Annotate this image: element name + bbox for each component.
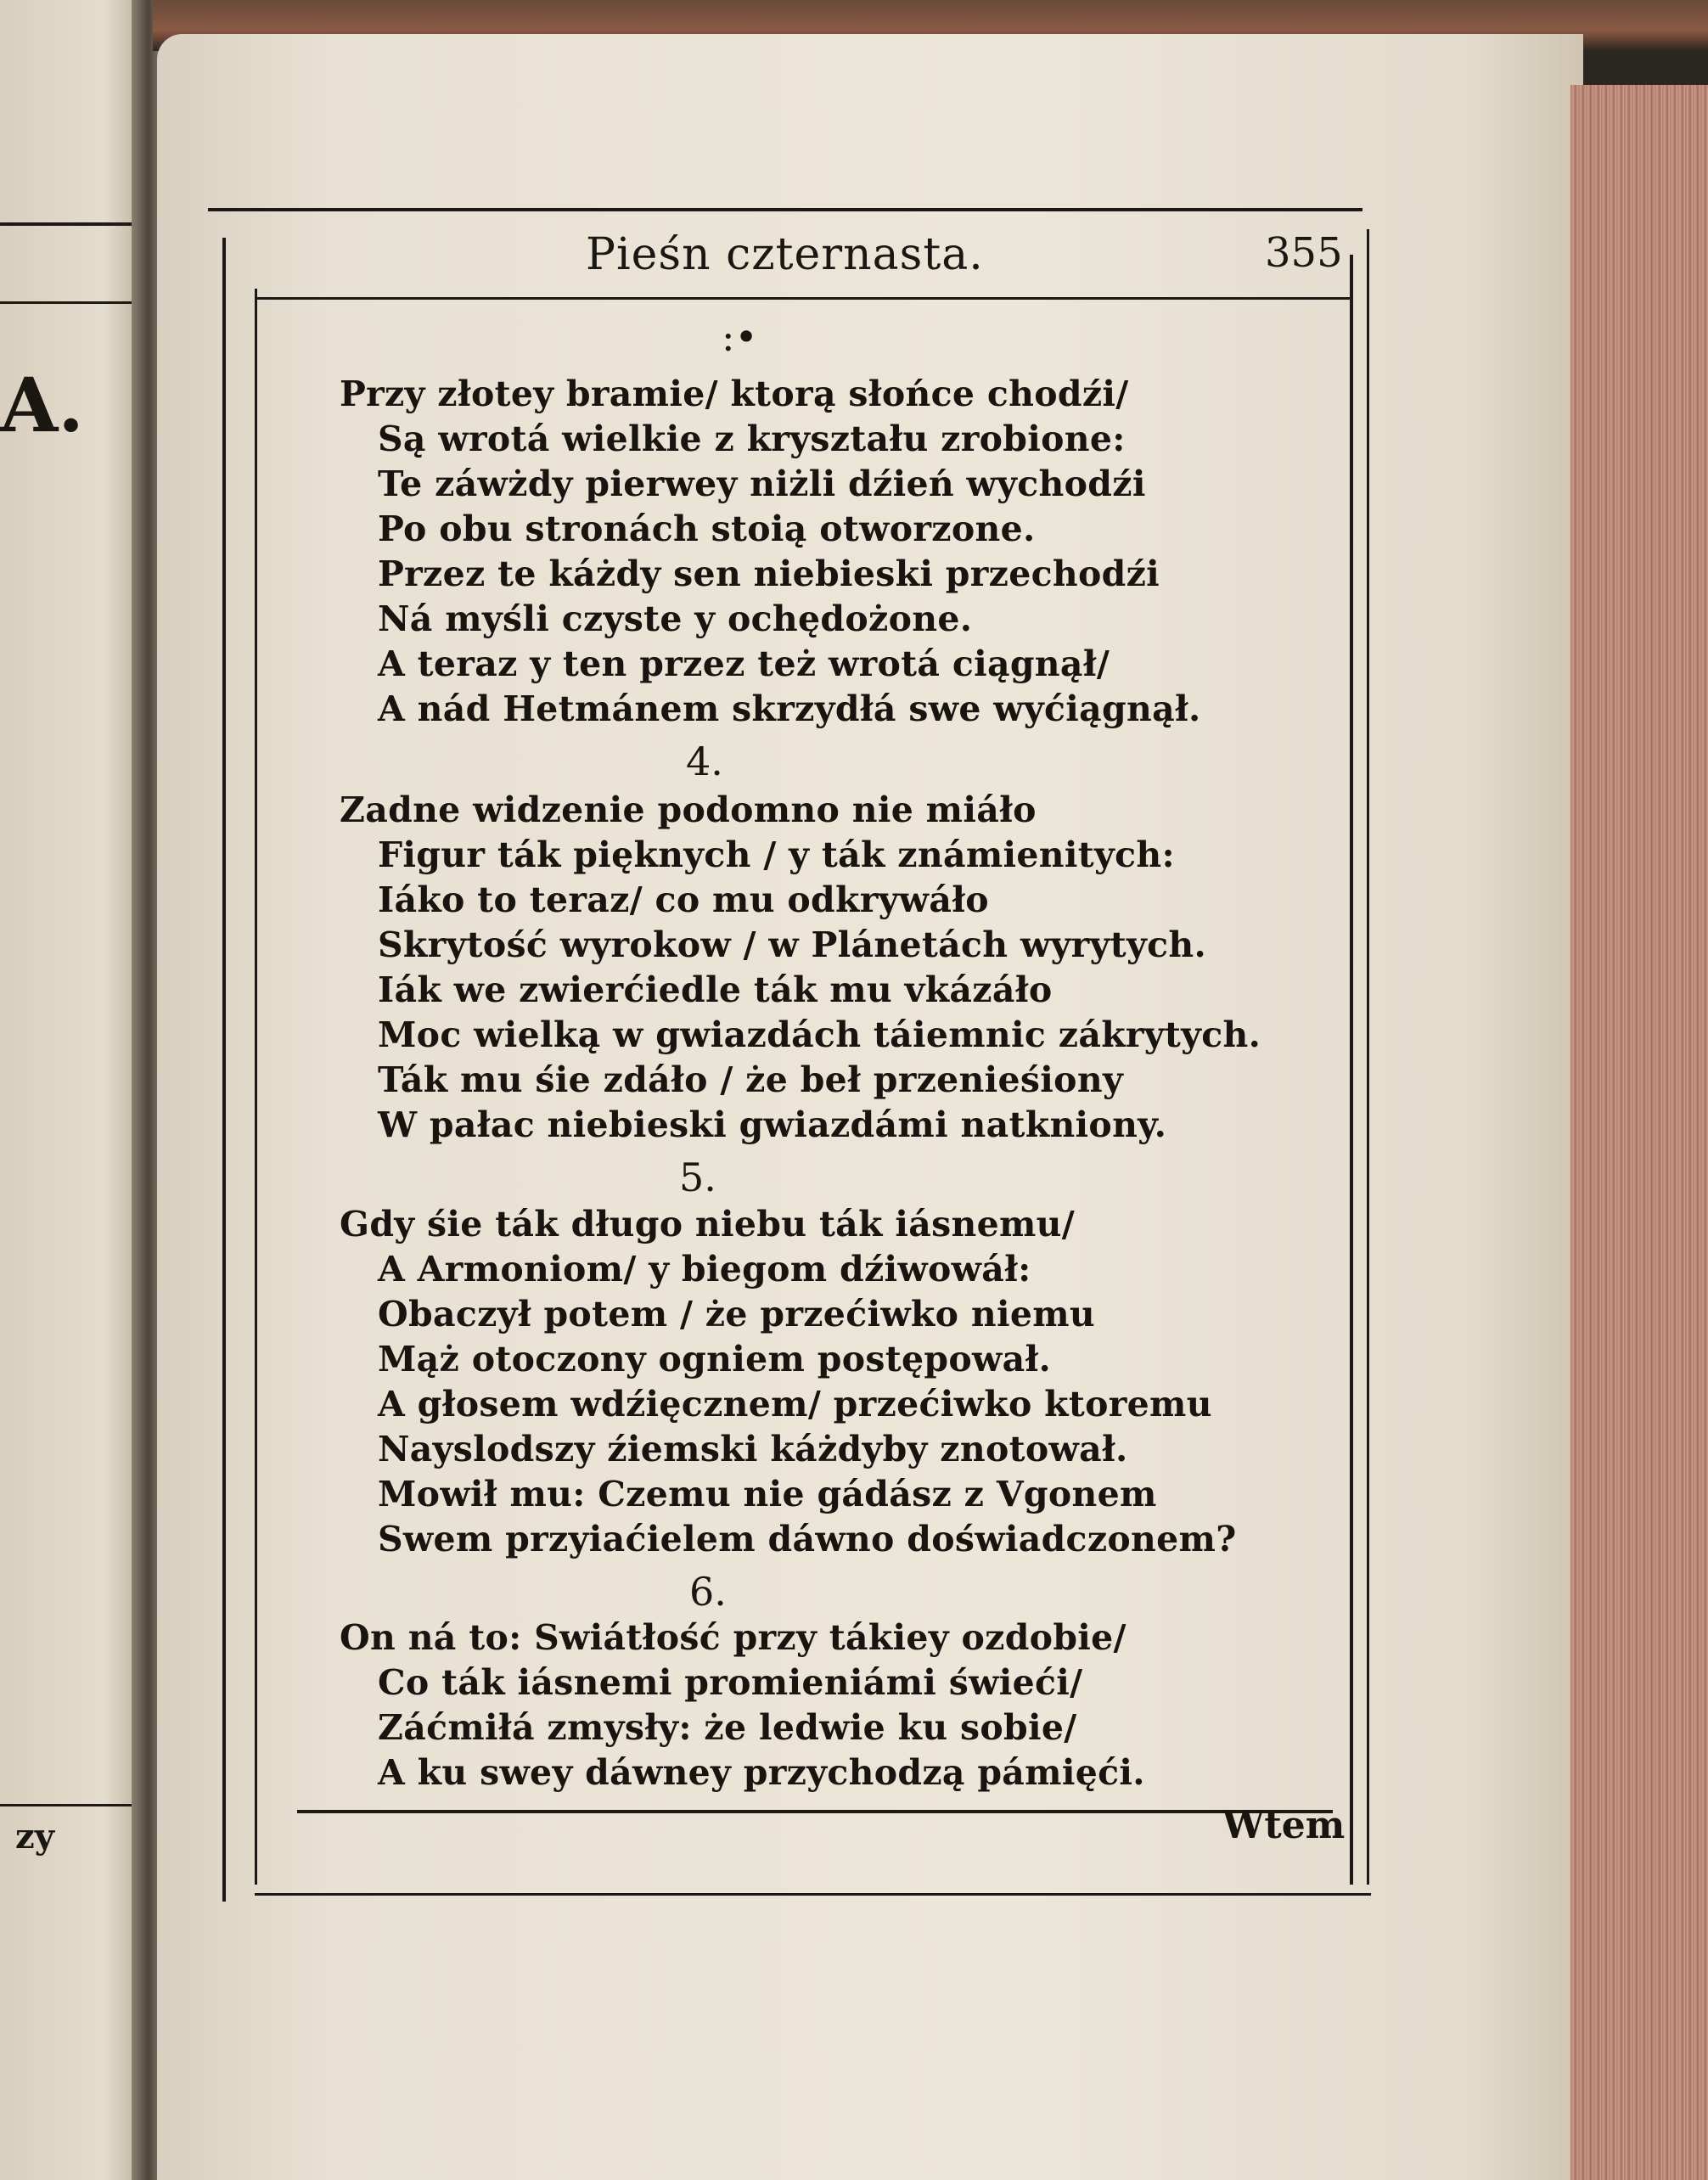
verse-line: Ná myśli czyste y ochędożone.	[378, 598, 973, 639]
frame-top-rule-inner	[255, 297, 1350, 300]
verse-line: Záćmiłá zmysły: że ledwie ku sobie/	[378, 1707, 1077, 1748]
facing-page-letter: A.	[0, 361, 84, 449]
stanza-number: :•	[722, 314, 758, 360]
running-head-title: Pieśn czternasta.	[586, 229, 984, 280]
verse-line: Iák we zwierćiedle ták mu vkázáło	[378, 969, 1053, 1010]
verse-line: Figur ták pięknych / y ták známienitych:	[378, 834, 1175, 875]
verse-line: Te záwżdy pierwey niżli dźień wychodźi	[378, 464, 1146, 504]
verse-line: Przez te káżdy sen niebieski przechodźi	[378, 553, 1160, 594]
verse-line: On ná to: Swiátłość przy tákiey ozdobie/	[340, 1617, 1126, 1658]
stanza-number: 4.	[686, 739, 723, 784]
page-edges	[1570, 85, 1708, 2180]
verse-line: Przy złotey bramie/ ktorą słońce chodźi/	[340, 374, 1129, 414]
frame-right-rule	[1350, 255, 1353, 1885]
verse-line: Ták mu śie zdáło / że beł przenieśiony	[378, 1059, 1124, 1100]
frame-top-rule	[208, 208, 1362, 211]
frame-bottom-rule-outer	[255, 1893, 1371, 1896]
facing-page-rule	[0, 1804, 144, 1806]
facing-page-fragment: zy	[15, 1817, 54, 1857]
facing-page-rule	[0, 222, 144, 226]
frame-left-rule	[222, 238, 226, 1902]
verse-line: Gdy śie ták długo niebu ták iásnemu/	[340, 1204, 1076, 1245]
frame-left-rule-inner	[255, 289, 257, 1885]
verse-line: Co ták iásnemi promieniámi świeći/	[378, 1662, 1083, 1703]
verse-line: Moc wielką w gwiazdách táiemnic zákrytych.	[378, 1014, 1261, 1055]
verse-line: Nayslodszy źiemski káżdyby znotował.	[378, 1429, 1128, 1469]
stanza-number: 5.	[679, 1155, 716, 1200]
verse-line: A Armoniom/ y biegom dźiwowáł:	[378, 1249, 1031, 1289]
verse-line: Po obu stronách stoią otworzone.	[378, 508, 1036, 549]
verse-line: Mąż otoczony ogniem postępował.	[378, 1339, 1052, 1379]
verse-line: Obaczył potem / że przećiwko niemu	[378, 1294, 1096, 1334]
verse-line: A głosem wdźięcznem/ przećiwko ktoremu	[378, 1384, 1212, 1424]
verse-line: Zadne widzenie podomno nie miáło	[340, 789, 1037, 830]
frame-bottom-rule	[297, 1810, 1333, 1813]
verse-line: A ku swey dáwney przychodzą pámięći.	[378, 1752, 1145, 1793]
verse-line: Są wrotá wielkie z kryształu zrobione:	[378, 419, 1126, 459]
stanza-number: 6.	[689, 1569, 727, 1615]
verse-line: W pałac niebieski gwiazdámi natkniony.	[378, 1104, 1167, 1145]
verse-line: Swem przyiaćielem dáwno doświadczonem?	[378, 1519, 1237, 1559]
verse-line: A nád Hetmánem skrzydłá swe wyćiągnął.	[378, 688, 1201, 729]
verse-line: Skrytość wyrokow / w Plánetách wyrytych.	[378, 924, 1207, 965]
frame-right-rule-outer	[1367, 229, 1369, 1885]
verse-line: A teraz y ten przez też wrotá ciągnął/	[378, 643, 1110, 684]
catchword: Wtem	[1222, 1804, 1346, 1847]
verse-line: Iáko to teraz/ co mu odkrywáło	[378, 879, 989, 920]
page-number: 355	[1265, 229, 1343, 277]
facing-page-rule	[0, 301, 144, 304]
verse-line: Mowił mu: Czemu nie gádász z Vgonem	[378, 1474, 1157, 1514]
